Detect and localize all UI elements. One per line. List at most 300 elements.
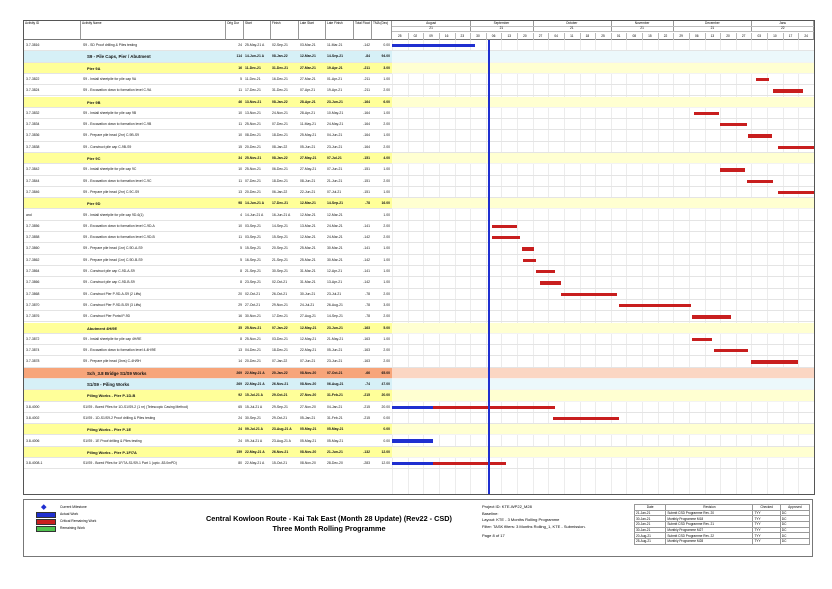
gantt-bar[interactable]	[392, 439, 433, 442]
col-header-start[interactable]	[244, 21, 271, 40]
timescale-day: 16	[439, 33, 456, 40]
cell-name: S9 - Install sheetpile for pile cap 9D-6(1)	[83, 212, 144, 217]
cell-lf: 24-Mar-21	[327, 235, 343, 240]
revision-cell: Submit CSD Programme Rev. 21	[666, 522, 753, 528]
activity-row[interactable]	[24, 130, 814, 141]
timescale-day: 15	[642, 33, 659, 40]
gantt-bar[interactable]	[720, 168, 745, 171]
cell-ls: 12-Mar-21	[300, 54, 316, 59]
cell-dur: 20	[238, 291, 242, 296]
cell-finish: 02-Oct-21	[272, 280, 288, 285]
gantt-bar[interactable]	[720, 123, 747, 126]
cell-tf: -164	[363, 110, 370, 115]
cell-name: S9 - Construct Pier Portal P-9D	[83, 314, 131, 319]
revision-cell: TYY	[753, 510, 780, 516]
gantt-bar[interactable]	[522, 247, 535, 250]
col-header-late-finish[interactable]	[326, 21, 354, 40]
cell-finish: 08-Jan-22	[272, 99, 288, 104]
gantt-bar[interactable]	[523, 259, 536, 262]
col-header-activity-id[interactable]	[24, 21, 81, 40]
gantt-bar[interactable]	[694, 112, 719, 115]
gantt-bar[interactable]	[756, 78, 769, 81]
cell-name: S9 - Excavation down to formation level C-9D-B	[83, 235, 155, 240]
revision-cell: 25-Aug-21	[635, 539, 666, 545]
cell-tf: -163	[363, 336, 370, 341]
cell-tf	[354, 424, 371, 435]
cell-start: 09-Jul-21 A	[245, 438, 263, 443]
cell-id: 3.7-3870	[26, 302, 40, 307]
cell-name: S9 - Construct pile cap C-9D-A-S9	[83, 269, 135, 273]
revision-row	[635, 539, 810, 545]
cell-start: 30-Sep-21	[245, 415, 261, 420]
gantt-bar[interactable]	[540, 281, 560, 284]
timescale-day: 17	[783, 33, 800, 40]
cell-tf: -163	[363, 325, 370, 330]
cell-tma: 1.00	[383, 167, 390, 172]
group-band	[392, 153, 814, 164]
cell-id	[26, 153, 81, 164]
cell-tma: 20.00	[381, 404, 390, 409]
cell-tma: 2.00	[383, 359, 390, 364]
activity-row[interactable]	[24, 176, 814, 187]
cell-start: 13-Nov-21	[245, 99, 262, 104]
cell-dur: 16	[238, 65, 242, 70]
group-row[interactable]	[24, 424, 814, 435]
revision-table	[634, 504, 810, 545]
cell-ls: 27-Mar-21	[300, 65, 316, 70]
group-row[interactable]	[24, 97, 814, 108]
activity-row[interactable]	[24, 210, 814, 221]
timescale-day: 24	[798, 33, 815, 40]
activity-row[interactable]	[24, 119, 814, 130]
timescale-day: 11	[564, 33, 581, 40]
group-row[interactable]	[24, 379, 814, 390]
cell-lf: 23-Jun-21	[327, 99, 343, 104]
cell-finish: 29-Nov-21	[272, 302, 288, 307]
timescale-day: 09	[423, 33, 440, 40]
group-band	[392, 368, 814, 379]
cell-finish: 23-Aug-21 A	[272, 438, 291, 443]
gantt-bar[interactable]	[751, 360, 798, 363]
cell-name: S9 - Prepare pile head (3nrs) C-4H/9H	[83, 359, 141, 364]
activity-row[interactable]	[24, 289, 814, 300]
cell-id: 3.7-3876	[26, 314, 40, 319]
cell-name: Piling Works - Pier P-1F/7A	[87, 449, 137, 455]
col-header-orig-dur[interactable]	[226, 21, 244, 40]
cell-start: 22-May-21 A	[245, 461, 265, 466]
title-line-2: Three Month Rolling Programme	[272, 524, 386, 533]
cell-finish: 26-Nov-21	[272, 449, 289, 454]
revision-cell: 30-Jan-21	[635, 516, 666, 522]
revision-cell: Monthly Programme M28	[666, 539, 753, 545]
cell-tma: 20.00	[381, 393, 390, 398]
cell-name: S1/S9 - Piling Works	[87, 382, 130, 387]
cell-tf: -132	[363, 449, 370, 454]
cell-dur: 29	[238, 302, 242, 307]
col-header-late-start[interactable]	[299, 21, 326, 40]
cell-start: 09-Jul-21 A	[245, 427, 263, 432]
activity-row[interactable]	[24, 255, 814, 266]
cell-tf: -151	[363, 189, 370, 194]
col-label: Finish	[272, 21, 281, 25]
revision-header-cell: Revision	[666, 505, 753, 511]
gantt-bar[interactable]	[553, 417, 619, 420]
cell-ls: 08-Jun-21	[300, 178, 316, 183]
timescale-day: 18	[580, 33, 597, 40]
activity-row[interactable]	[24, 277, 814, 288]
activity-row[interactable]	[24, 356, 814, 367]
timescale-day: 01	[611, 33, 628, 40]
col-header-tma[interactable]	[372, 21, 392, 40]
cell-id: 3.7-3872	[26, 336, 40, 341]
revision-cell: DC	[780, 527, 809, 533]
cell-finish: 18-Dec-21	[272, 348, 288, 353]
cell-finish: 20-Jan-22	[272, 370, 288, 375]
timescale-day: 03	[751, 33, 768, 40]
col-label: Late Start	[300, 21, 314, 25]
revision-cell: Submit CSD Programme Rev. 22	[666, 533, 753, 539]
activity-row[interactable]	[24, 85, 814, 96]
cell-tma: 5.00	[383, 325, 390, 330]
group-row[interactable]	[24, 63, 814, 74]
cell-ls: 08-Nov-20	[300, 370, 317, 375]
cell-name: S9 - Install sheetpile for pile cap 4H/9E	[83, 336, 142, 341]
cell-lf: 10-May-21	[327, 110, 344, 115]
activity-row[interactable]	[24, 142, 814, 153]
cell-id: 3.7-3834	[26, 122, 40, 127]
cell-tf: -142	[363, 257, 370, 262]
cell-name: S9 - Prepare pile head (1nr) C-9D-A-S9	[83, 246, 143, 251]
cell-ls: 05-Jan-21	[300, 415, 316, 420]
cell-ls: 27-Nov-20	[300, 393, 317, 398]
cell-id: 3.7-3874	[26, 348, 40, 353]
cell-dur: 10	[238, 167, 242, 172]
cell-lf: 14-Sep-21	[327, 201, 344, 206]
cell-name: S9 - Prepare pile head (2nr) C-9C-S9	[83, 189, 140, 194]
cell-dur: 65	[238, 404, 242, 409]
timescale-day: 25	[595, 33, 612, 40]
cell-finish: 29-Oct-21	[272, 415, 288, 420]
activity-row[interactable]	[24, 300, 814, 311]
cell-dur: 11	[238, 178, 242, 183]
gantt-bar[interactable]	[433, 406, 555, 409]
cell-name: S9 - Construct Pier P-9D-B-S9 (3 Lifts)	[83, 302, 142, 307]
cell-tma: 0.00	[383, 415, 390, 420]
cell-ls: 07-Apr-21	[300, 88, 316, 93]
group-row[interactable]	[24, 390, 814, 401]
timescale-day: 02	[408, 33, 425, 40]
cell-start: 15-Jul-21 A	[245, 404, 263, 409]
cell-dur: 13	[238, 348, 242, 353]
col-label: Activity Name	[82, 21, 102, 25]
cell-tf: -163	[363, 359, 370, 364]
cell-tf: -141	[363, 246, 370, 251]
cell-dur: 10	[238, 110, 242, 115]
legend-label: Critical Remaining Work	[60, 519, 97, 523]
cell-start: 07-Dec-21	[245, 178, 261, 183]
cell-tma: 65.00	[381, 370, 390, 375]
timescale-year: 22	[751, 26, 815, 32]
timescale-day: 08	[626, 33, 643, 40]
revision-cell: DC	[780, 539, 809, 545]
revision-cell: 20-Jan-21	[635, 522, 666, 528]
cell-name: S9 - Install sheetpile for pile cap 9A	[83, 76, 137, 81]
cell-id: 3.7-3866	[26, 280, 40, 285]
revision-cell: 21-Jan-21	[635, 510, 666, 516]
cell-tma: 3.00	[383, 302, 390, 307]
cell-dur: 8	[240, 280, 242, 285]
col-label: Start	[245, 21, 252, 25]
cell-lf: 11-Mar-21	[327, 43, 343, 47]
cell-dur: 5	[240, 246, 242, 251]
cell-ls: 28-Apr-21	[300, 110, 316, 115]
gantt-bar[interactable]	[392, 44, 475, 47]
cell-dur: 24	[238, 415, 242, 420]
cell-start: 20-Dec-21	[245, 144, 261, 149]
cell-dur: 46	[238, 99, 242, 104]
cell-tf: -74	[365, 382, 370, 386]
cell-id	[26, 447, 81, 458]
revision-header-cell: Date	[635, 505, 666, 511]
group-row[interactable]	[24, 447, 814, 458]
cell-finish: 21-Sep-21	[272, 257, 288, 262]
cell-finish: 15-Sep-21	[272, 235, 288, 240]
cell-finish: 16-Jun-21 A	[272, 212, 291, 217]
cell-finish: 30-Sep-21	[272, 269, 288, 273]
cell-dur: 24	[238, 43, 242, 47]
cell-ls: 12-Mar-21	[300, 235, 316, 240]
cell-ls: 25-Mar-21	[300, 257, 316, 262]
cell-ls: 27-Mar-21	[300, 76, 316, 81]
gantt-bar[interactable]	[536, 270, 555, 273]
cell-tf: -151	[363, 167, 370, 172]
col-header-finish[interactable]	[271, 21, 299, 40]
cell-start: 16-Sep-21	[245, 257, 261, 262]
cell-finish: 26-Oct-21	[272, 291, 288, 296]
cell-lf: 07-Jun-21	[327, 167, 343, 172]
gantt-bar[interactable]	[778, 191, 815, 194]
cell-tma: 2.00	[383, 291, 390, 296]
cell-id: 3.7-3822	[26, 76, 40, 81]
activity-row[interactable]	[24, 413, 814, 424]
cell-tf	[354, 210, 371, 221]
gantt-bar[interactable]	[433, 462, 506, 465]
group-row[interactable]	[24, 153, 814, 164]
gantt-bar[interactable]	[778, 146, 815, 149]
cell-finish: 08-Jan-22	[272, 144, 288, 149]
gantt-bar[interactable]	[392, 462, 433, 465]
activity-row[interactable]	[24, 187, 814, 198]
cell-name: Pier 9B	[87, 99, 101, 105]
cell-tma: 2.00	[383, 144, 390, 149]
cell-lf: 12-Mar-21	[327, 212, 343, 217]
timescale-header	[392, 21, 814, 40]
cell-tf: -151	[363, 178, 370, 183]
group-band	[392, 51, 814, 62]
cell-start: 11-Dec-21	[245, 76, 261, 81]
revision-cell: Submit CSD Programme Rev. 20	[666, 510, 753, 516]
cell-dur: 34	[238, 156, 242, 160]
cell-lf: 26-Aug-21	[327, 302, 343, 307]
cell-name: S9 - Excavation down to formation level C-9C	[83, 178, 152, 183]
group-band	[392, 323, 814, 334]
cell-name: S1/S9 - Bored Piles for 1F/7A-S1/S9-1 Part 1 (upto -83.0mPD)	[83, 461, 177, 466]
group-row[interactable]	[24, 51, 814, 62]
gantt-bar[interactable]	[747, 180, 774, 183]
gantt-bar[interactable]	[692, 338, 712, 341]
gantt-bar[interactable]	[561, 293, 617, 296]
group-row[interactable]	[24, 323, 814, 334]
cell-id: 3.7-3856	[26, 223, 40, 228]
cell-id: 3.7-3824	[26, 88, 40, 93]
revision-cell: DC	[780, 510, 809, 516]
page-title	[174, 514, 484, 534]
gantt-bar[interactable]	[692, 315, 731, 318]
cell-dur: 8	[240, 269, 242, 273]
cell-dur: 269	[236, 370, 242, 375]
col-label: Orig Dur	[227, 21, 240, 25]
revision-cell: DC	[780, 533, 809, 539]
cell-finish: 15-Oct-21	[272, 461, 288, 466]
cell-lf: 14-Sep-21	[327, 54, 344, 59]
activity-row[interactable]	[24, 266, 814, 277]
cell-name: S1/S9 - 1E Proof drilling & Piles testing	[83, 438, 142, 443]
cell-id: 3.7-3836	[26, 133, 40, 138]
cell-lf: 23-Jul-21	[327, 291, 342, 296]
revision-cell: TYY	[753, 533, 780, 539]
cell-name: Pier 9C	[87, 156, 101, 161]
cell-dur: 16	[238, 314, 242, 319]
cell-finish: 18-Dec-21	[272, 178, 288, 183]
cell-lf: 23-Jun-21	[327, 359, 343, 364]
cell-start: 22-May-21 A	[245, 370, 265, 375]
cell-tf: -78	[365, 201, 370, 206]
cell-name: S1/S9 - Bored Piles for 1D-S1/S9-2 (1 nr) (Telescopic Casing Method)	[83, 404, 188, 409]
project-id: Project ID: KTE-WP22_M28	[482, 504, 532, 509]
cell-tma: 2.00	[383, 178, 390, 183]
cell-id: 3.7-3816	[26, 43, 40, 47]
cell-lf: 05-Jun-21	[327, 348, 343, 353]
cell-id	[26, 368, 81, 379]
cell-start: 30-Nov-21	[245, 314, 261, 319]
cell-finish: 31-Dec-21	[272, 88, 288, 93]
activity-row[interactable]	[24, 243, 814, 254]
cell-finish: 17-Dec-21	[272, 201, 289, 206]
gantt-bar[interactable]	[748, 134, 771, 137]
cell-tf: -141	[363, 269, 370, 273]
cell-dur: 11	[238, 122, 242, 127]
gantt-bar[interactable]	[492, 225, 517, 228]
gantt-bar[interactable]	[714, 349, 748, 352]
cell-ls: 27-May-21	[300, 156, 317, 160]
cell-start: 04-Dec-21	[245, 348, 261, 353]
cell-tf: -215	[363, 404, 370, 409]
cell-lf: 05-May-21	[327, 438, 344, 443]
cell-dur: 159	[236, 449, 242, 454]
activity-row[interactable]	[24, 232, 814, 243]
cell-tma: 1.00	[383, 280, 390, 285]
cell-dur: 80	[238, 461, 242, 466]
timescale-year: 21	[470, 26, 534, 32]
cell-ls: 12-Mar-21	[300, 212, 316, 217]
cell-tma: 3.00	[383, 65, 390, 70]
cell-lf: 07-Jul-21	[327, 189, 342, 194]
cell-tma: 12.00	[381, 449, 390, 454]
cell-start: 14-Jun-21 A	[245, 212, 264, 217]
cell-tf: -142	[363, 235, 370, 240]
group-row[interactable]	[24, 368, 814, 379]
activity-row[interactable]	[24, 345, 814, 356]
timescale-month: November	[611, 21, 675, 27]
cell-tf: -164	[363, 144, 370, 149]
cell-tf: -211	[363, 76, 370, 81]
cell-start: 11-Dec-21	[245, 65, 261, 70]
cell-tma: 2.00	[383, 314, 390, 319]
cell-name: Pier 9D	[87, 201, 101, 207]
cell-tf: -215	[363, 393, 370, 398]
gantt-bar[interactable]	[392, 406, 433, 409]
cell-name: S9 - Excavation down to formation level 4-4H/9E	[83, 348, 156, 353]
activity-row[interactable]	[24, 221, 814, 232]
cell-dur: 13	[238, 189, 242, 194]
cell-tf: -78	[365, 302, 370, 307]
cell-dur: 24	[238, 438, 242, 443]
group-band	[392, 198, 814, 209]
cell-lf: 28-Dec-20	[327, 461, 343, 466]
cell-tf: -141	[363, 223, 370, 228]
revision-cell: Monthly Programme M18	[666, 516, 753, 522]
cell-tf: -78	[365, 314, 370, 319]
gantt-bar[interactable]	[773, 89, 803, 92]
page-number: Page 8 of 17	[482, 533, 505, 539]
revision-cell: 20-Aug-21	[635, 533, 666, 539]
cell-ls: 12-May-21	[300, 336, 317, 341]
cell-dur: 5	[240, 76, 242, 81]
cell-start: 22-May-21 A	[245, 449, 265, 454]
col-header-activity-name[interactable]	[81, 21, 226, 40]
cell-ls: 27-Nov-20	[300, 404, 316, 409]
timescale-day: 10	[767, 33, 784, 40]
timescale-day: 13	[705, 33, 722, 40]
cell-start: 27-Oct-21	[245, 302, 261, 307]
revision-cell: TYY	[753, 527, 780, 533]
timescale-day: 30	[470, 33, 487, 40]
timescale-year: 21	[392, 26, 471, 32]
gantt-bar[interactable]	[492, 236, 520, 239]
timescale-day: 23	[455, 33, 472, 40]
cell-ls: 07-Jun-21	[300, 359, 316, 364]
group-row[interactable]	[24, 198, 814, 209]
cell-tf: -84	[365, 54, 370, 59]
timescale-year: 21	[673, 26, 752, 32]
cell-tma: 6.00	[383, 99, 390, 104]
cell-tma: 16.00	[381, 201, 390, 206]
project-baseline: Baseline:	[482, 510, 499, 516]
cell-lf: 19-Apr-21	[327, 65, 343, 70]
col-header-total-float[interactable]	[354, 21, 372, 40]
revision-header-cell: Approved	[780, 505, 809, 511]
milestone-icon	[41, 504, 46, 509]
activity-row[interactable]	[24, 74, 814, 85]
cell-finish: 08-Jan-22	[272, 54, 288, 59]
cell-start: 17-Dec-21	[245, 88, 261, 93]
cell-ls: 22-May-21	[300, 348, 317, 353]
gantt-bar[interactable]	[619, 304, 691, 307]
activity-row[interactable]	[24, 164, 814, 175]
cell-start: 25-Nov-21	[245, 336, 261, 341]
cell-finish: 14-Sep-21	[272, 223, 288, 228]
cell-tma: 1.00	[383, 336, 390, 341]
